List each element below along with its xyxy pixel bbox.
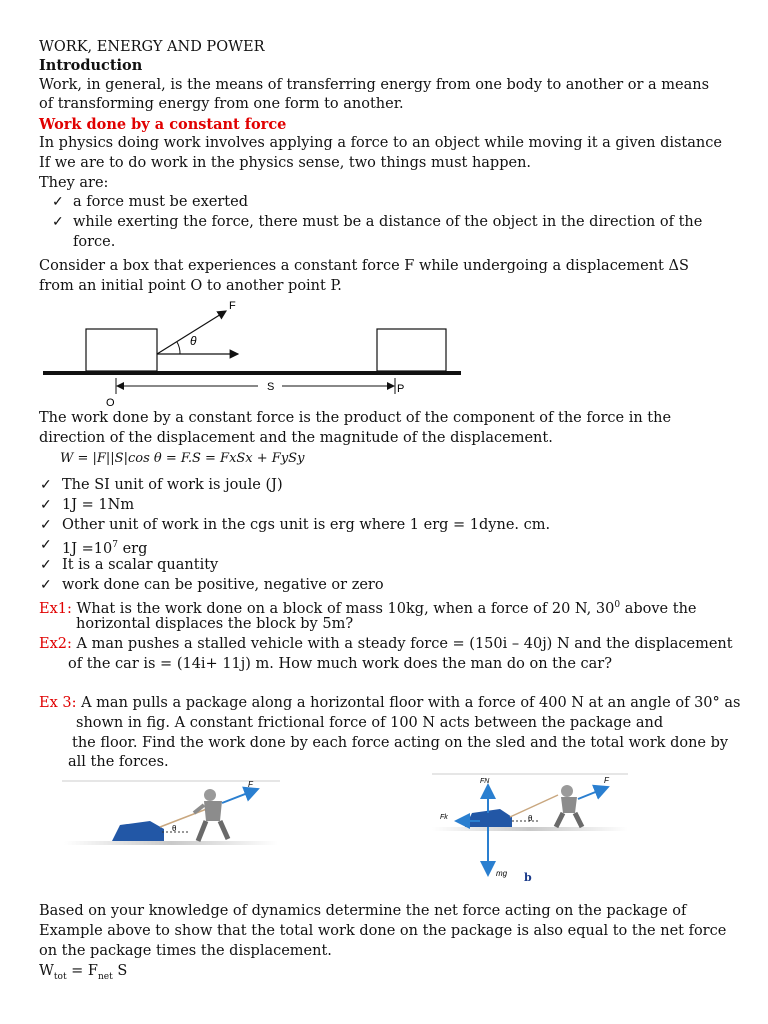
example-2: Ex2: A man pushes a stalled vehicle with a steady force = (150i – 40j) N and the displacement bbox=[39, 636, 733, 652]
theta-label: θ bbox=[528, 814, 533, 823]
total-work-formula: $W_{tot} = F_{net}$ S bbox=[39, 963, 128, 982]
box-initial bbox=[86, 329, 157, 371]
package bbox=[112, 821, 164, 841]
figure-b-label: b bbox=[524, 871, 532, 884]
intro-line-1: Work, in general, is the means of transferring energy from one body to another or a means bbox=[39, 77, 710, 93]
floor bbox=[432, 827, 628, 831]
weight-label: mg bbox=[496, 869, 508, 878]
para-line-3: They are: bbox=[39, 175, 109, 191]
force-label: F bbox=[604, 776, 609, 785]
example-3-line-2: shown in fig. A constant frictional force of 100 N acts between the package and bbox=[76, 715, 664, 731]
box-final bbox=[377, 329, 446, 371]
final-line-1: Based on your knowledge of dynamics determine the net force acting on the package of bbox=[39, 903, 687, 919]
example-1: Ex1: What is the work done on a block of mass 10kg, when a force of 20 N, $30^0$ above the bbox=[39, 600, 697, 617]
figure-free-body bbox=[430, 769, 630, 887]
example-3: Ex 3: A man pulls a package along a horizontal floor with a force of 400 N at an angle of 30° as bbox=[39, 695, 741, 711]
checkmark-icon: ✓ bbox=[40, 557, 52, 573]
force-label: F bbox=[248, 780, 253, 789]
para-line-2: If we are to do work in the physics sense, two things must happen. bbox=[39, 155, 532, 171]
origin-label: O bbox=[106, 397, 115, 408]
point-p-label: P bbox=[397, 383, 405, 395]
checkmark-icon: ✓ bbox=[40, 517, 52, 533]
bullet-1: a force must be exerted bbox=[73, 194, 248, 210]
work-formula: W = |F||S|cos θ = F.S = FxSx + FySy bbox=[60, 451, 305, 466]
normal-force-label: FN bbox=[480, 778, 490, 785]
consider-line-2: from an initial point O to another point P. bbox=[39, 278, 342, 294]
theta-label: θ bbox=[190, 334, 197, 348]
intro-line-2: of transforming energy from one form to another. bbox=[39, 96, 404, 112]
angle-arc bbox=[177, 342, 180, 354]
fact-3: Other unit of work in the cgs unit is erg where 1 erg = 1dyne. cm. bbox=[62, 517, 551, 533]
consider-line-1: Consider a box that experiences a constant force F while undergoing a displacement ΔS bbox=[39, 258, 689, 274]
friction-label: Fk bbox=[440, 814, 448, 821]
example-3-line-4: all the forces. bbox=[68, 754, 169, 770]
example-1-cont: horizontal displaces the block by 5m? bbox=[76, 616, 354, 632]
floor-line bbox=[43, 371, 461, 375]
doc-heading: WORK, ENERGY AND POWER bbox=[39, 39, 265, 55]
checkmark-icon: ✓ bbox=[52, 194, 64, 210]
fact-2: 1J = 1Nm bbox=[62, 497, 135, 513]
fact-1: The SI unit of work is joule (J) bbox=[62, 477, 283, 493]
checkmark-icon: ✓ bbox=[40, 577, 52, 593]
checkmark-icon: ✓ bbox=[40, 537, 52, 553]
force-displacement-diagram bbox=[38, 296, 468, 408]
para-line-1: In physics doing work involves applying a force to an object while moving it a given distance bbox=[39, 135, 722, 151]
example-3-line-3: the floor. Find the work done by each force acting on the sled and the total work done by bbox=[72, 735, 729, 751]
checkmark-icon: ✓ bbox=[52, 214, 64, 230]
bullet-2: while exerting the force, there must be a distance of the object in the direction of the bbox=[73, 214, 703, 230]
force-vector bbox=[578, 787, 608, 799]
final-line-2: Example above to show that the total work done on the package is also equal to the net force bbox=[39, 923, 727, 939]
checkmark-icon: ✓ bbox=[40, 497, 52, 513]
floor bbox=[64, 841, 278, 845]
checkmark-icon: ✓ bbox=[40, 477, 52, 493]
example-2-cont: of the car is = (14i+ 11j) m. How much work does the man do on the car? bbox=[68, 656, 612, 672]
constant-force-title: Work done by a constant force bbox=[39, 116, 287, 133]
definition-line-2: direction of the displacement and the magnitude of the displacement. bbox=[39, 430, 553, 446]
rope bbox=[510, 795, 558, 817]
person-figure bbox=[194, 789, 228, 841]
displacement-label: S bbox=[267, 381, 275, 393]
intro-title: Introduction bbox=[39, 57, 143, 74]
fact-4: $1J =10^7$ erg bbox=[62, 540, 148, 557]
figure-man-pulling-package bbox=[62, 777, 280, 879]
theta-label: θ bbox=[172, 824, 177, 833]
person-figure bbox=[556, 785, 582, 827]
force-label: F bbox=[229, 300, 236, 312]
fact-6: work done can be positive, negative or zero bbox=[62, 577, 384, 593]
fact-5: It is a scalar quantity bbox=[62, 557, 219, 573]
force-vector bbox=[222, 789, 258, 803]
final-line-3: on the package times the displacement. bbox=[39, 943, 332, 959]
definition-line-1: The work done by a constant force is the product of the component of the force in the bbox=[39, 410, 672, 426]
bullet-2-cont: force. bbox=[73, 234, 116, 250]
